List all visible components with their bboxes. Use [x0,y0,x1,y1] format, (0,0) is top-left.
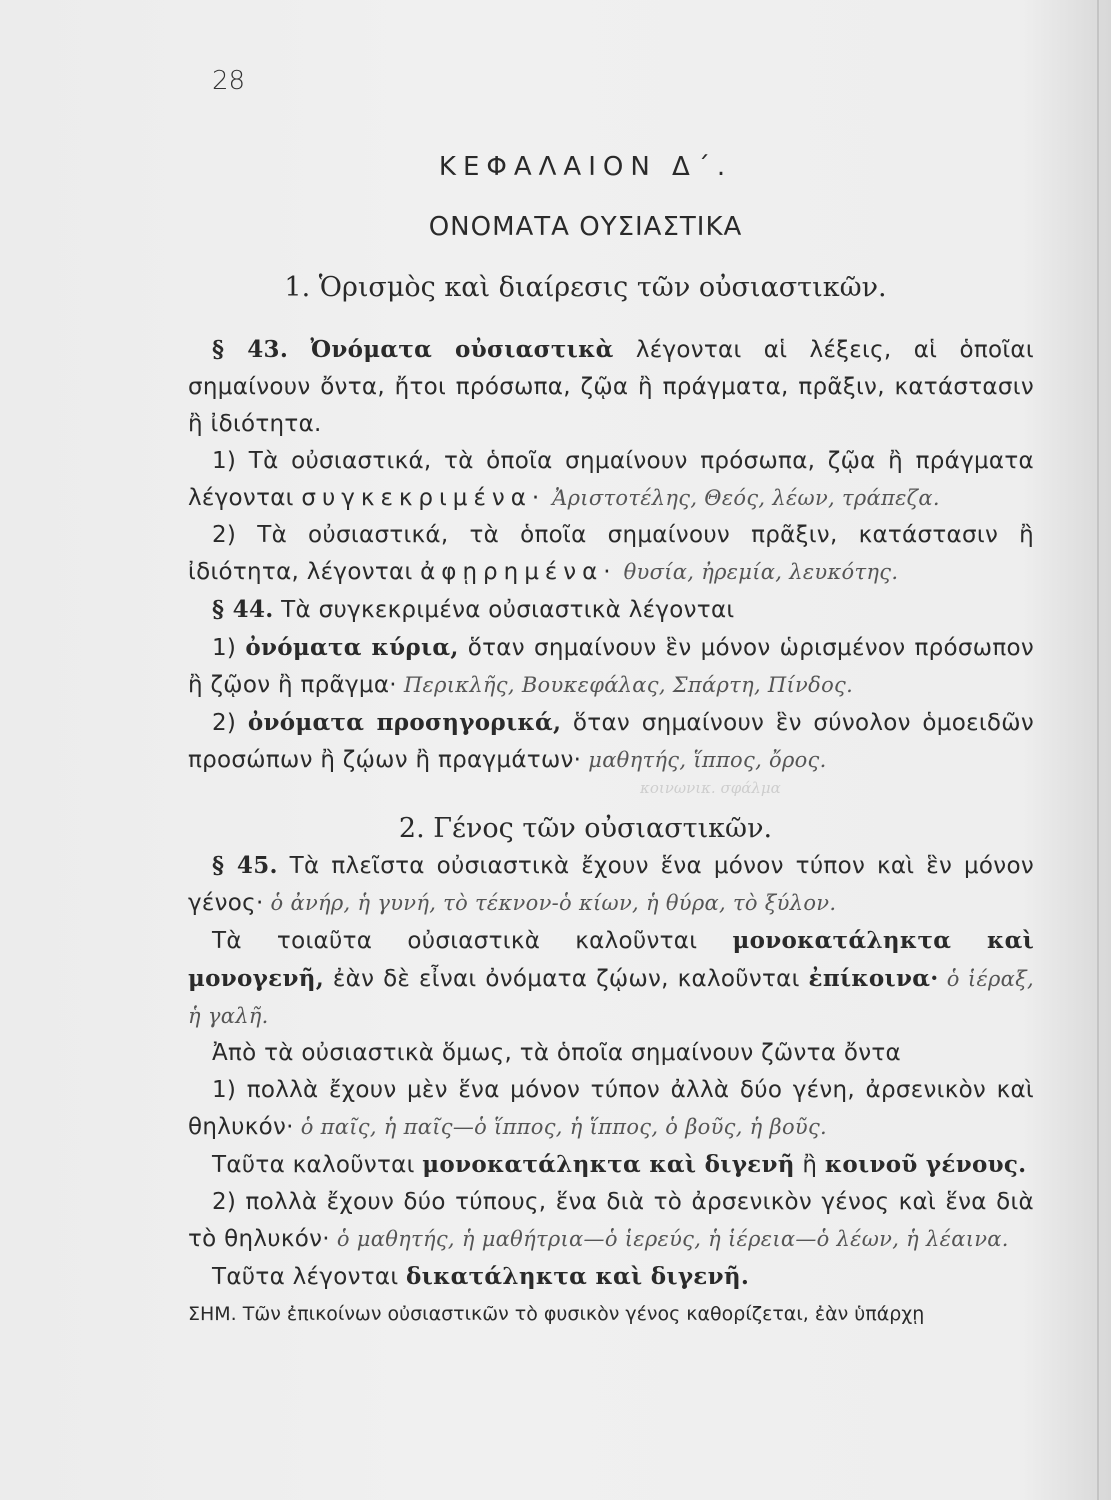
paragraph-44-1 [188,629,1034,704]
paragraph-text: ἐὰν δὲ εἶναι ὀνόματα ζῴων, καλοῦνται [324,966,809,992]
term-bold: δικατάληκτα καὶ διγενῆ. [406,1263,750,1290]
paragraph-49 [188,1146,1034,1184]
chapter-subtitle: ΟΝΟΜΑΤΑ ΟΥΣΙΑΣΤΙΚΑ [428,212,743,242]
paragraph-51 [188,1258,1034,1296]
paragraph-45 [188,847,1034,922]
paragraph-text: 2) Τὰ οὐσιαστικά, τὰ ὁποῖα σημαίνουν πρᾶξιν, κατάστασιν ἢ ἰδιότητα, λέγονται [188,522,1034,585]
paragraph-text: 2) πολλὰ ἔχουν δύο τύπους, ἕνα διὰ τὸ ἀρσενικὸν γένος καὶ ἕνα διὰ τὸ θηλυκόν· [188,1189,1034,1252]
paragraph-text: ὅταν σημαίνουν ἓν σύνολον ὁμοειδῶν προσώπων ἢ ζῴων ἢ πραγμάτων· [188,710,1035,773]
paragraph-text: Τὰ πλεῖστα οὐσιαστικὰ ἔχουν ἕνα μόνον τύπον καὶ ἓν μόνον γένος· [188,853,1034,916]
section-1-heading: 1. Ὁρισμὸς καὶ διαίρεσις τῶν οὐσιαστικῶν. [284,272,887,303]
term-bold: κοινοῦ γένους. [824,1151,1027,1178]
paragraph-text: Ἀπὸ τὰ οὐσιαστικὰ ὅμως, τὰ ὁποῖα σημαίνουν ζῶντα ὄντα [212,1040,901,1066]
term-bold: ἐπίκοινα· [808,965,939,992]
section-mark: § 44. [212,596,274,623]
term-bold: ὀνόματα προσηγορικά, [247,709,562,736]
paragraph-46 [188,922,1034,1035]
examples-italic: Ἀριστοτέλης, Θεός, λέων, τράπεζα. [545,486,940,510]
term-spaced: συγκεκριμένα· [301,485,546,511]
paragraph-44-2 [188,704,1034,779]
paragraph-text: λέγονται αἱ λέξεις, αἱ ὁποῖαι σημαίνουν ὄντα, ἤτοι πρόσωπα, ζῷα ἢ πράγματα, πρᾶξιν, κατάστασιν ἢ ἰδιότητα. [188,337,1034,437]
term-spaced: ἀφῃρημένα· [420,559,617,585]
paragraph-50 [188,1184,1034,1258]
paragraph-text: Ταῦτα λέγονται [212,1264,407,1290]
chapter-title: ΚΕΦΑΛΑΙΟΝ Δ΄. [438,152,733,182]
list-number: 2) [212,710,248,736]
paragraph-text: Τὰ συγκεκριμένα οὐσιαστικὰ λέγονται [273,597,735,623]
paragraph-text: ἢ [794,1152,825,1178]
examples-italic: θυσία, ἠρεμία, λευκότης. [616,560,899,584]
paragraph-47 [188,1035,1034,1072]
footnote [188,1296,1034,1333]
section-gap [188,779,1034,847]
term-bold: μονοκατάληκτα καὶ μονογενῆ, [188,927,1035,992]
term-bold: μονοκατάληκτα καὶ διγενῆ [422,1151,795,1178]
examples-italic: ὁ μαθητής, ἡ μαθήτρια—ὁ ἱερεύς, ἡ ἱέρεια—ὁ λέων, ἡ λέαινα. [329,1227,1009,1251]
paragraph-text: ὅταν σημαίνουν ἓν μόνον ὡρισμένον πρόσωπον ἢ ζῷον ἢ πρᾶγμα· [188,635,1034,698]
examples-italic: ὁ ἱέραξ, ἡ γαλῆ. [188,967,1034,1028]
list-number: 1) [212,635,246,661]
term-bold: Ὀνόματα οὐσιαστικὰ [310,336,614,363]
paragraph-43-2 [188,517,1034,591]
section-2-heading: 2. Γένος τῶν οὐσιαστικῶν. [398,813,773,844]
paragraph-text: Ταῦτα καλοῦνται [212,1152,423,1178]
paragraph-43-1 [188,443,1034,517]
paragraph-text: 1) πολλὰ ἔχουν μὲν ἕνα μόνον τύπον ἀλλὰ δύο γένη, ἀρσενικὸν καὶ θηλυκόν· [188,1077,1034,1140]
paragraph-44 [188,591,1034,629]
examples-italic: Περικλῆς, Βουκεφάλας, Σπάρτη, Πίνδος. [396,673,854,697]
page-number: 28 [212,66,246,96]
paragraph-48 [188,1072,1034,1146]
examples-italic: ὁ παῖς, ἡ παῖς—ὁ ἵππος, ἡ ἵππος, ὁ βοῦς, ἡ βοῦς. [293,1115,828,1139]
paragraph-text: 1) Τὰ οὐσιαστικά, τὰ ὁποῖα σημαίνουν πρόσωπα, ζῷα ἢ πράγματα λέγονται [188,448,1034,511]
pencil-annotation-text: κοινωνικ. σφάλμα [640,779,781,797]
term-bold: ὀνόματα κύρια, [245,634,459,661]
paragraph-43 [188,331,1034,443]
section-mark: § 43. [212,336,289,363]
section-mark: § 45. [212,852,278,879]
examples-italic: μαθητής, ἵππος, ὄρος. [581,748,827,772]
body-text [188,331,1034,1333]
paragraph-text: Τὰ τοιαῦτα οὐσιαστικὰ καλοῦνται [212,928,733,954]
footnote-text: ΣΗΜ. Τῶν ἐπικοίνων οὐσιαστικῶν τὸ φυσικὸν γένος καθορίζεται, ἐὰν ὑπάρχῃ [188,1303,925,1325]
examples-italic: ὁ ἀνήρ, ἡ γυνή, τὸ τέκνον-ὁ κίων, ἡ θύρα, τὸ ξύλον. [263,891,837,915]
